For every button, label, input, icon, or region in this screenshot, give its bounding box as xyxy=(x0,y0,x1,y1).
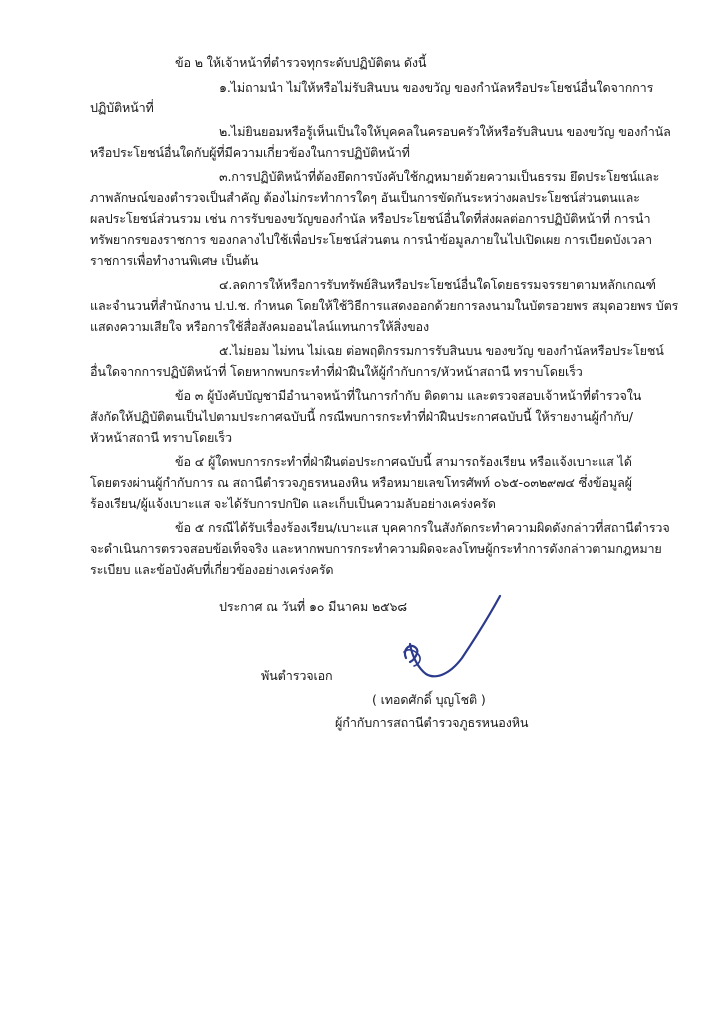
clause-2-item-3-cont-4: ราชการเพื่อทำงานพิเศษ เป็นต้น xyxy=(90,253,259,268)
clause-5-heading: ข้อ ๕ กรณีได้รับเรื่องร้องเรียน/เบาะแส บุคคากรในสังกัดกระทำความผิดดังกล่าวที่สถานีตำรวจ xyxy=(175,520,670,535)
clause-2-item-3-cont-1: ภาพลักษณ์ของตำรวจเป็นสำคัญ ต้องไม่กระทำการใดๆ อันเป็นการขัดกันระหว่างผลประโยชน์ส่วนตนและ xyxy=(90,190,640,205)
clause-2-item-5-cont: อื่นใดจากการปฏิบัติหน้าที่ โดยหากพบกระทำที่ฝ่าฝืนให้ผู้กำกับการ/หัวหน้าสถานี ทราบโดยเร็ว xyxy=(90,364,583,379)
signer-rank: พันตำรวจเอก xyxy=(261,668,333,683)
clause-2-item-4: ๔.ลดการให้หรือการรับทรัพย์สินหรือประโยชน์อื่นใดโดยธรรมจรรยาตามหลักเกณฑ์ xyxy=(219,277,656,292)
clause-2-heading: ข้อ ๒ ให้เจ้าหน้าที่ตำรวจทุกระดับปฏิบัติตน ดังนี้ xyxy=(175,55,427,70)
clause-2-item-2-cont: หรือประโยชน์อื่นใดกับผู้ที่มีความเกี่ยวข้องในการปฏิบัติหน้าที่ xyxy=(90,145,410,160)
clause-4-heading: ข้อ ๔ ผู้ใดพบการกระทำที่ฝ่าฝืนต่อประกาศฉบับนี้ สามารถร้องเรียน หรือแจ้งเบาะแส ได้ xyxy=(175,454,632,469)
clause-2-item-5: ๕.ไม่ยอม ไม่ทน ไม่เฉย ต่อพฤติกรรมการรับสินบน ของขวัญ ของกำนัลหรือประโยชน์ xyxy=(219,343,664,358)
clause-2-item-3-cont-2: ผลประโยชน์ส่วนรวม เช่น การรับของขวัญของกำนัล หรือประโยชน์อื่นใดที่ส่งผลต่อการปฏิบัติหน้าที่ การนำ xyxy=(90,211,651,226)
clause-3-cont-1: สังกัดให้ปฏิบัติตนเป็นไปตามประกาศฉบับนี้ กรณีพบการกระทำที่ฝ่าฝืนประกาศฉบับนี้ ให้รายงานผู้กำกับ/ xyxy=(90,409,633,424)
clause-2-item-1: ๑.ไม่ถามนำ ไม่ให้หรือไม่รับสินบน ของขวัญ ของกำนัลหรือประโยชน์อื่นใดจากการ xyxy=(219,80,654,95)
clause-2-item-1-cont: ปฏิบัติหน้าที่ xyxy=(90,100,154,115)
clause-5-cont-2: ระเบียบ และข้อบังคับที่เกี่ยวข้องอย่างเคร่งครัด xyxy=(90,562,334,577)
clause-2-item-3: ๓.การปฏิบัติหน้าที่ต้องยึดการบังคับใช้กฎหมายด้วยความเป็นธรรม ยึดประโยชน์และ xyxy=(219,169,660,184)
clause-2-item-4-cont-1: และจำนวนที่สำนักงาน ป.ป.ช. กำหนด โดยให้ใช้วิธีการแสดงออกด้วยการลงนามในบัตรอวยพร สมุดอวยพร บัตร xyxy=(90,298,679,313)
clause-2-item-2: ๒.ไม่ยินยอมหรือรู้เห็นเป็นใจให้บุคคลในครอบครัวให้หรือรับสินบน ของขวัญ ของกำนัล xyxy=(219,124,671,139)
clause-4-cont-1: โดยตรงผ่านผู้กำกับการ ณ สถานีตำรวจภูธรหนองหิน หรือหมายเลขโทรศัพท์ ๐๖๕-๐๓๒๙๗๔ ซึ่งข้อมูลผู้ xyxy=(90,475,632,490)
clause-3-heading: ข้อ ๓ ผู้บังคับบัญชามีอำนาจหน้าที่ในการกำกับ ติดตาม และตรวจสอบเจ้าหน้าที่ตำรวจใน xyxy=(175,388,642,403)
announcement-date: ประกาศ ณ วันที่ ๑๐ มีนาคม ๒๕๖๘ xyxy=(219,599,407,614)
clause-5-cont-1: จะดำเนินการตรวจสอบข้อเท็จจริง และหากพบการกระทำความผิดจะลงโทษผู้กระทำการดังกล่าวตามกฎหมาย xyxy=(90,541,662,556)
handwritten-signature xyxy=(396,588,506,688)
clause-2-item-3-cont-3: ทรัพยากรของราชการ ของกลางไปใช้เพื่อประโยชน์ส่วนตน การนำข้อมูลภายในไปเปิดเผย การเบียดบังเวลา xyxy=(90,232,652,247)
clause-2-item-4-cont-2: แสดงความเสียใจ หรือการใช้สื่อสังคมออนไลน์แทนการให้สิ่งของ xyxy=(90,319,429,334)
clause-4-cont-2: ร้องเรียน/ผู้แจ้งเบาะแส จะได้รับการปกปิด และเก็บเป็นความลับอย่างเคร่งครัด xyxy=(90,496,496,511)
signer-title: ผู้กำกับการสถานีตำรวจภูธรหนองหิน xyxy=(335,715,529,730)
clause-3-cont-2: หัวหน้าสถานี ทราบโดยเร็ว xyxy=(90,430,232,445)
signer-name: ( เทอดศักดิ์ บุญโชติ ) xyxy=(372,692,486,707)
